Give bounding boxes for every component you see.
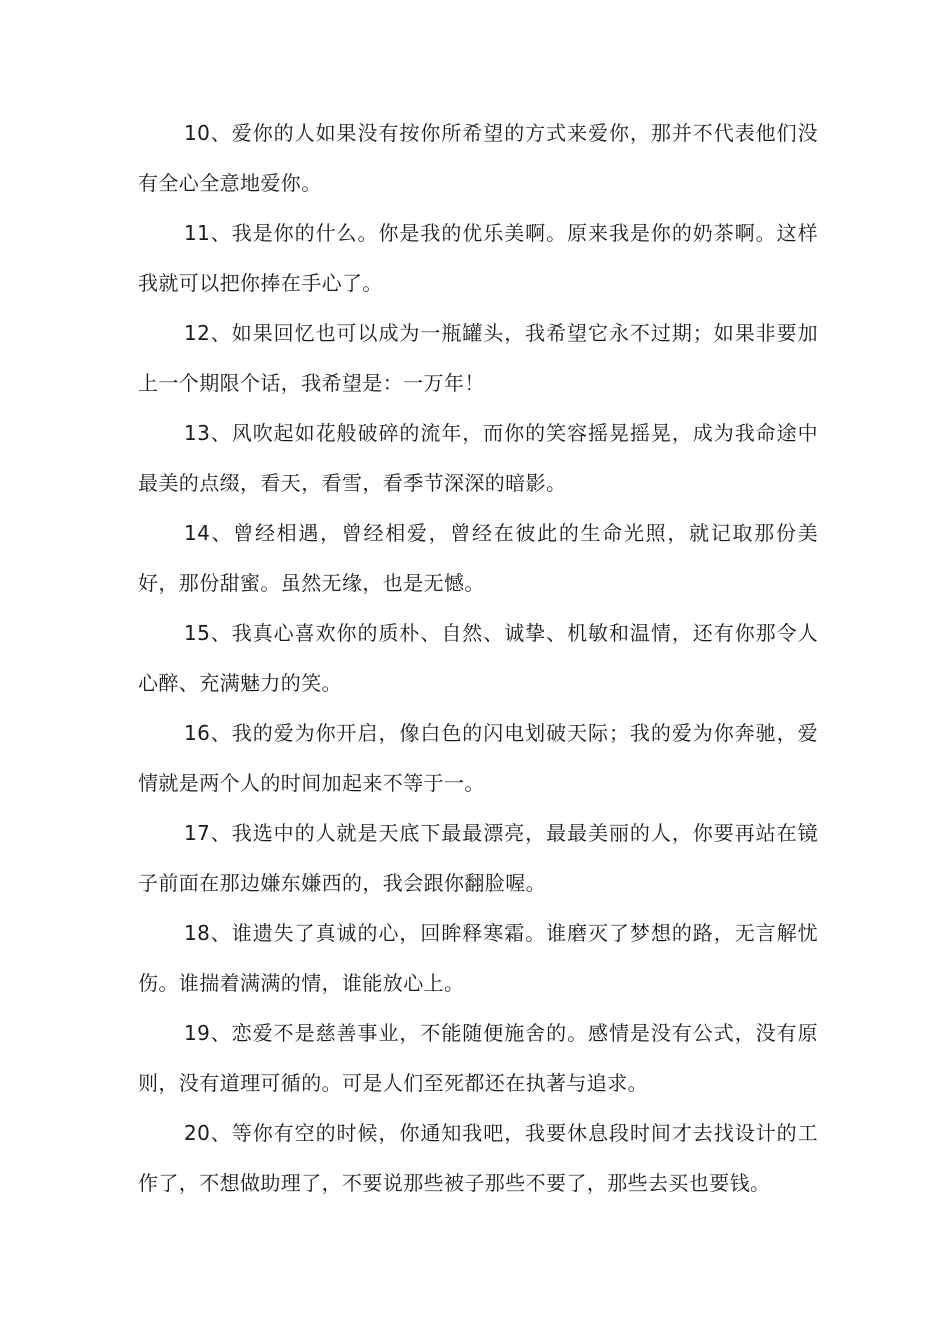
- paragraph-19: 19、恋爱不是慈善事业，不能随便施舍的。感情是没有公式，没有原则，没有道理可循的。可是人们至死都还在执著与追求。: [138, 1021, 818, 1095]
- document-body: [138, 108, 818, 1208]
- paragraph-17: 17、我选中的人就是天底下最最漂亮，最最美丽的人，你要再站在镜子前面在那边嫌东嫌西的，我会跟你翻脸喔。: [138, 821, 818, 895]
- paragraph-12: 12、如果回忆也可以成为一瓶罐头，我希望它永不过期；如果非要加上一个期限个话，我希望是：一万年！: [138, 321, 818, 395]
- paragraph-14: 14、曾经相遇，曾经相爱，曾经在彼此的生命光照，就记取那份美好，那份甜蜜。虽然无缘，也是无憾。: [138, 521, 818, 595]
- paragraph-15: 15、我真心喜欢你的质朴、自然、诚挚、机敏和温情，还有你那令人心醉、充满魅力的笑。: [138, 621, 818, 695]
- paragraph-18: 18、谁遗失了真诚的心，回眸释寒霜。谁磨灭了梦想的路，无言解忧伤。谁揣着满满的情，谁能放心上。: [138, 921, 818, 995]
- paragraph-11: 11、我是你的什么。你是我的优乐美啊。原来我是你的奶茶啊。这样我就可以把你捧在手心了。: [138, 221, 818, 295]
- paragraph-20: 20、等你有空的时候，你通知我吧，我要休息段时间才去找设计的工作了，不想做助理了，不要说那些被子那些不要了，那些去买也要钱。: [138, 1121, 818, 1195]
- paragraph-16: 16、我的爱为你开启，像白色的闪电划破天际；我的爱为你奔驰，爱情就是两个人的时间加起来不等于一。: [138, 721, 818, 795]
- paragraph-13: 13、风吹起如花般破碎的流年，而你的笑容摇晃摇晃，成为我命途中最美的点缀，看天，看雪，看季节深深的暗影。: [138, 421, 818, 495]
- paragraph-10: 10、爱你的人如果没有按你所希望的方式来爱你，那并不代表他们没有全心全意地爱你。: [138, 121, 818, 195]
